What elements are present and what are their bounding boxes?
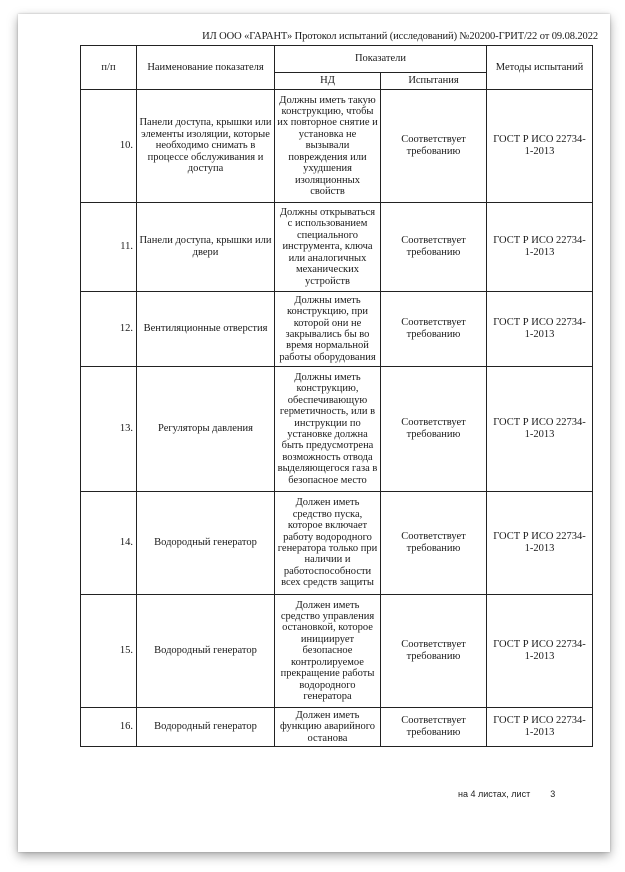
table-row: [81, 203, 593, 292]
indicator-name: Водородный генератор: [137, 595, 275, 708]
test-result: Соответствует требованию: [381, 367, 487, 492]
test-result: Соответствует требованию: [381, 203, 487, 292]
header-name: Наименование показателя: [137, 46, 275, 90]
nd-requirement: Должны иметь такую конструкцию, чтобы их повторное снятие и установка не вызывали повреждения или ухудшения изоляционных свойств: [275, 90, 381, 203]
test-result: Соответствует требованию: [381, 90, 487, 203]
header-num: п/п: [81, 46, 137, 90]
row-number: 11.: [81, 203, 137, 292]
table-row: [81, 708, 593, 747]
indicator-name: Водородный генератор: [137, 708, 275, 747]
header-methods: Методы испытаний: [487, 46, 593, 90]
nd-requirement: Должны открываться с использованием специального инструмента, ключа или аналогичных механических устройств: [275, 203, 381, 292]
nd-requirement: Должны иметь конструкцию, обеспечивающую герметичность, или в инструкции по установке должна быть предусмотрена возможность отвода выделяющегося газа в безопасное место: [275, 367, 381, 492]
indicator-name: Вентиляционные отверстия: [137, 292, 275, 367]
header-nd: НД: [275, 73, 381, 90]
row-number: 14.: [81, 492, 137, 595]
test-result: Соответствует требованию: [381, 595, 487, 708]
header-tests: Испытания: [381, 73, 487, 90]
test-result: Соответствует требованию: [381, 492, 487, 595]
row-number: 12.: [81, 292, 137, 367]
test-method: ГОСТ Р ИСО 22734-1-2013: [487, 367, 593, 492]
test-method: ГОСТ Р ИСО 22734-1-2013: [487, 492, 593, 595]
test-method: ГОСТ Р ИСО 22734-1-2013: [487, 90, 593, 203]
table-row: [81, 90, 593, 203]
nd-requirement: Должен иметь средство управления остановкой, которое инициирует безопасное контролируемое прекращение работы водородного генератора: [275, 595, 381, 708]
test-method: ГОСТ Р ИСО 22734-1-2013: [487, 708, 593, 747]
test-result: Соответствует требованию: [381, 708, 487, 747]
row-number: 15.: [81, 595, 137, 708]
nd-requirement: Должен иметь средство пуска, которое включает работу водородного генератора только при наличии и работоспособности всех средств защиты: [275, 492, 381, 595]
row-number: 16.: [81, 708, 137, 747]
indicator-name: Регуляторы давления: [137, 367, 275, 492]
table-row: [81, 492, 593, 595]
test-results-table: [80, 45, 593, 747]
test-method: ГОСТ Р ИСО 22734-1-2013: [487, 595, 593, 708]
row-number: 13.: [81, 367, 137, 492]
indicator-name: Панели доступа, крышки или двери: [137, 203, 275, 292]
test-method: ГОСТ Р ИСО 22734-1-2013: [487, 292, 593, 367]
page-number: 3: [550, 789, 556, 799]
table-row: [81, 595, 593, 708]
test-method: ГОСТ Р ИСО 22734-1-2013: [487, 203, 593, 292]
page-footer: [458, 789, 555, 799]
indicator-name: Водородный генератор: [137, 492, 275, 595]
table-row: [81, 292, 593, 367]
table-row: [81, 367, 593, 492]
sheets-count-text: на 4 листах, лист: [458, 789, 531, 799]
nd-requirement: Должны иметь конструкцию, при которой они не закрывались бы во время нормальной работы оборудования: [275, 292, 381, 367]
document-page: [18, 14, 610, 852]
indicator-name: Панели доступа, крышки или элементы изоляции, которые необходимо снимать в процессе обслуживания и доступа: [137, 90, 275, 203]
row-number: 10.: [81, 90, 137, 203]
header-indicators: Показатели: [275, 46, 487, 73]
nd-requirement: Должен иметь функцию аварийного останова: [275, 708, 381, 747]
test-result: Соответствует требованию: [381, 292, 487, 367]
protocol-header: ИЛ ООО «ГАРАНТ» Протокол испытаний (исследований) №20200-ГРИТ/22 от 09.08.2022: [202, 31, 598, 42]
